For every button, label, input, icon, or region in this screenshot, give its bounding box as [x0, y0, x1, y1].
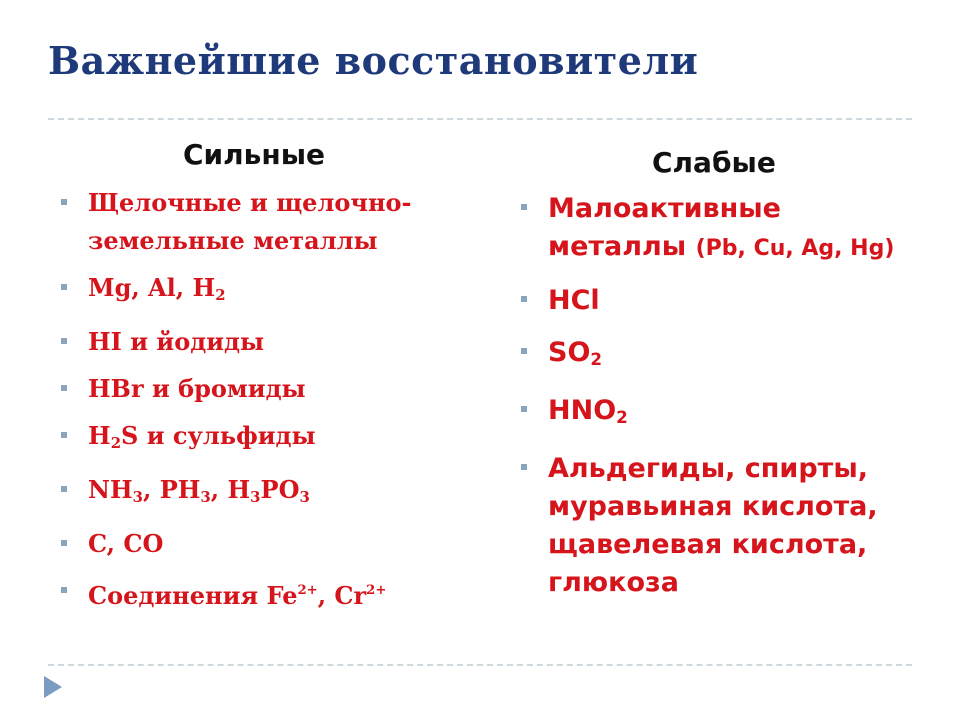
bullet-icon	[61, 486, 67, 492]
bullet-icon	[521, 348, 527, 354]
bullet-icon	[521, 296, 527, 302]
list-item: Альдегиды, спирты, муравьиная кислота, щавелевая кислота, глюкоза	[548, 450, 928, 602]
bullet-icon	[521, 464, 527, 470]
bullet-icon	[61, 199, 67, 205]
bullet-icon	[61, 338, 67, 344]
list-item: HI и йодиды	[88, 323, 468, 361]
bullet-icon	[61, 385, 67, 391]
bullet-icon	[61, 432, 67, 438]
weak-reducers-list	[548, 190, 928, 616]
list-item: Соединения $Fe^{2+}$, $Cr^{2+}$	[88, 572, 468, 615]
list-item: Щелочные и щелочно-земельные металлы	[88, 184, 468, 260]
list-item: $NH_3$, $PH_3$, $H_3PO_3$	[88, 471, 468, 516]
bullet-icon	[61, 540, 67, 546]
list-item: C, CO	[88, 525, 468, 563]
bullet-icon	[521, 406, 527, 412]
strong-column-heading: Сильные	[183, 138, 326, 171]
bullet-icon	[61, 587, 67, 593]
list-item: HCl	[548, 282, 928, 320]
bullet-icon	[521, 204, 527, 210]
list-item: Mg, Al, $H_2$	[88, 269, 468, 314]
list-item: HBr и бромиды	[88, 370, 468, 408]
bullet-icon	[61, 284, 67, 290]
strong-reducers-list	[88, 184, 468, 624]
top-divider	[48, 118, 912, 120]
slide-title: Важнейшие восстановители	[48, 38, 699, 83]
list-item: Малоактивные металлы (Pb, Cu, Ag, Hg)	[548, 190, 928, 268]
list-item: $H_2S$ и сульфиды	[88, 417, 468, 462]
list-item: $HNO_2$	[548, 392, 928, 436]
bottom-divider	[48, 664, 912, 666]
weak-column-heading: Слабые	[652, 146, 776, 179]
list-item: $SO_2$	[548, 334, 928, 378]
next-slide-arrow-icon[interactable]	[44, 676, 62, 698]
